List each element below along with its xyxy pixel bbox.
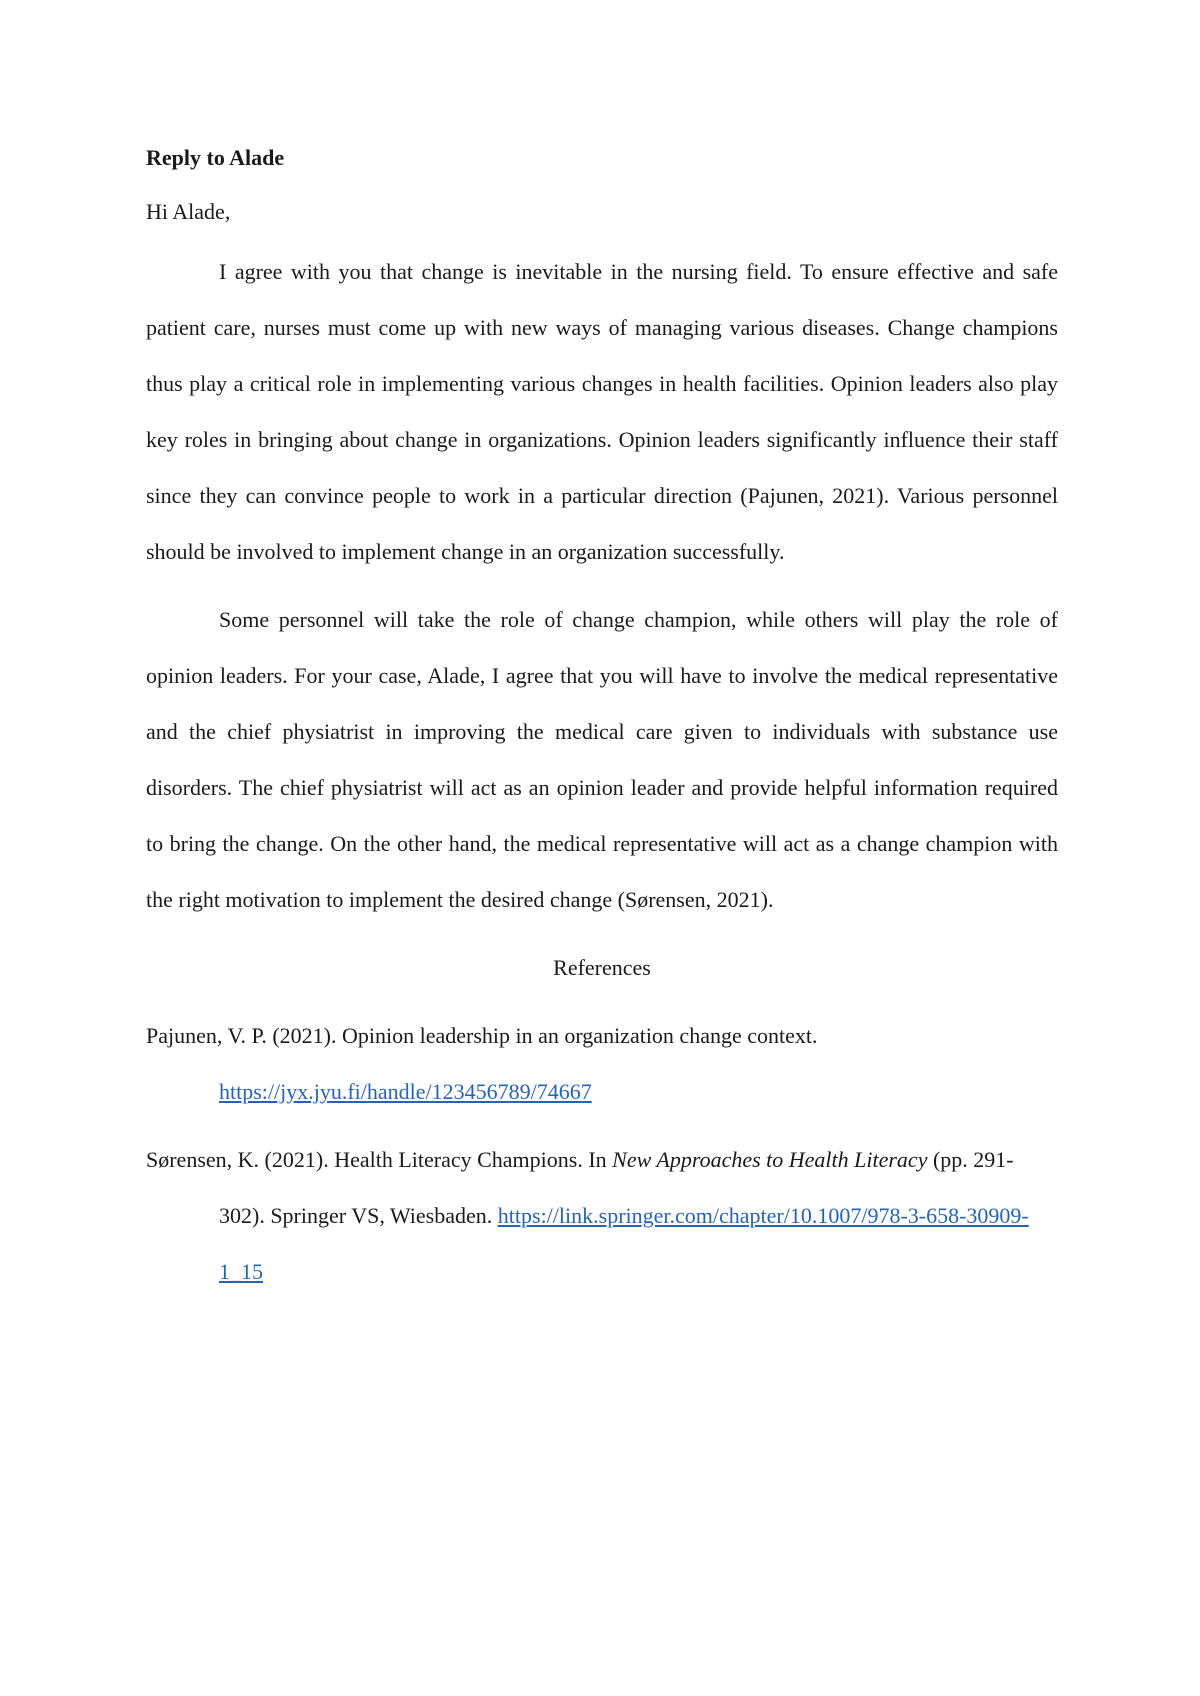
greeting: Hi Alade, <box>146 199 231 224</box>
reference-text-after: (pp. 291-302). Springer VS, Wiesbaden. <box>219 1147 1014 1228</box>
reference-text: Pajunen, V. P. (2021). Opinion leadership in an organization change context. <box>146 1023 818 1048</box>
reference-link-2[interactable]: https://link.springer.com/chapter/10.1007/978-3-658-30909-1_15 <box>219 1203 1029 1284</box>
body-paragraph-1: I agree with you that change is inevitable in the nursing field. To ensure effective and safe patient care, nurses must come up with new ways of managing various diseases. Change champions thus play a critical role in implementing various changes in health facilities. Opinion leaders also play key roles in bringing about change in organizations. Opinion leaders significantly influence their staff since they can convince people to work in a particular direction (Pajunen, 2021). Various personnel should be involved to implement change in an organization successfully. <box>146 259 1058 564</box>
reference-entry-2 <box>146 1132 1058 1300</box>
reference-text: Sørensen, K. (2021). Health Literacy Champions. In <box>146 1147 613 1172</box>
reference-link-1[interactable]: https://jyx.jyu.fi/handle/123456789/74667 <box>219 1079 592 1104</box>
reference-entry-1 <box>146 1008 1058 1120</box>
body-paragraph-2: Some personnel will take the role of change champion, while others will play the role of opinion leaders. For your case, Alade, I agree that you will have to involve the medical representative and the chief physiatrist in improving the medical care given to individuals with substance use disorders. The chief physiatrist will act as an opinion leader and provide helpful information required to bring the change. On the other hand, the medical representative will act as a change champion with the right motivation to implement the desired change (Sørensen, 2021). <box>146 607 1058 912</box>
document-body <box>146 140 1058 1312</box>
reference-book-title: New Approaches to Health Literacy <box>612 1147 928 1172</box>
document-title: Reply to Alade <box>146 145 285 170</box>
references-heading: References <box>553 955 651 980</box>
